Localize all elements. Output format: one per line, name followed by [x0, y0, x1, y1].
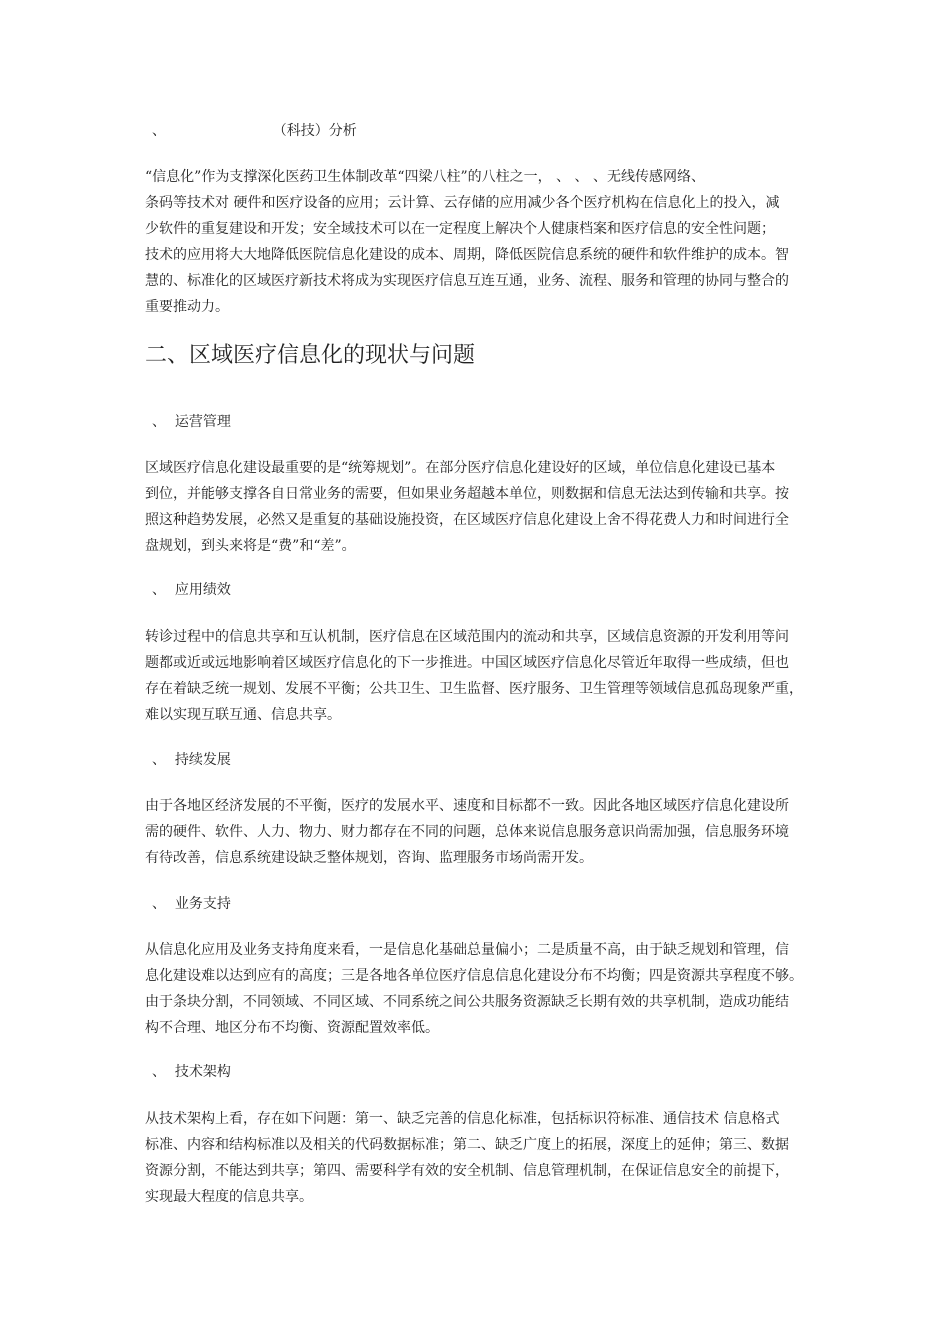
paragraph-line: 从信息化应用及业务支持角度来看，一是信息化基础总量偏小；二是质量不高，由于缺乏规划和管理，信: [145, 942, 789, 958]
paragraph-sustainability: [145, 793, 811, 871]
section-heading-status-problems: 二、区域医疗信息化的现状与问题: [145, 343, 476, 368]
paragraph-line: 由于条块分割，不同领域、不同区域、不同系统之间公共服务资源缺乏长期有效的共享机制，造成功能结: [145, 994, 789, 1010]
section-subheading-sustainability: 、 持续发展: [152, 752, 231, 768]
section-subheading-business-support: 、 业务支持: [152, 896, 231, 912]
paragraph-line: 从技术架构上看，存在如下问题：第一、缺乏完善的信息化标准，包括标识符标准、通信技术 信息格式: [145, 1111, 780, 1127]
paragraph-line: 盘规划，到头来将是“费”和“差”。: [145, 538, 356, 554]
paragraph-line: 资源分割，不能达到共享；第四、需要科学有效的安全机制、信息管理机制，在保证信息安全的前提下，: [145, 1163, 789, 1179]
paragraph-line: 构不合理、地区分布不均衡、资源配置效率低。: [145, 1020, 439, 1036]
paragraph-technology: [145, 164, 811, 320]
paragraph-line: 难以实现互联互通、信息共享。: [145, 707, 341, 723]
paragraph-line: 实现最大程度的信息共享。: [145, 1189, 313, 1205]
paragraph-line: 条码等技术对 硬件和医疗设备的应用；云计算、云存储的应用减少各个医疗机构在信息化上的投入，减: [145, 195, 780, 211]
paragraph-line: 由于各地区经济发展的不平衡，医疗的发展水平、速度和目标都不一致。因此各地区域医疗信息化建设所: [145, 798, 789, 814]
section-subheading-architecture: 、 技术架构: [152, 1064, 231, 1080]
paragraph-line: 题都或近或远地影响着区域医疗信息化的下一步推进。中国区域医疗信息化尽管近年取得一些成绩，但也: [145, 655, 789, 671]
paragraph-operations: [145, 455, 811, 559]
paragraph-line: “信息化”作为支撑深化医药卫生体制改革“四梁八柱”的八柱之一， 、 、 、无线传感网络、: [145, 169, 705, 185]
paragraph-business-support: [145, 937, 811, 1041]
paragraph-line: 到位，并能够支撑各自日常业务的需要，但如果业务超越本单位，则数据和信息无法达到传输和共享。按: [145, 486, 789, 502]
paragraph-line: 需的硬件、软件、人力、物力、财力都存在不同的问题，总体来说信息服务意识尚需加强，信息服务环境: [145, 824, 789, 840]
paragraph-line: 慧的、标准化的区域医疗新技术将成为实现医疗信息互连互通，业务、流程、服务和管理的协同与整合的: [145, 273, 789, 289]
paragraph-performance: [145, 624, 811, 728]
paragraph-line: 重要推动力。: [145, 299, 229, 315]
section-subheading-operations: 、 运营管理: [152, 414, 231, 430]
paragraph-line: 转诊过程中的信息共享和互认机制，医疗信息在区域范围内的流动和共享，区域信息资源的开发利用等问: [145, 629, 789, 645]
paragraph-line: 有待改善，信息系统建设缺乏整体规划，咨询、监理服务市场尚需开发。: [145, 850, 593, 866]
paragraph-line: 少软件的重复建设和开发；安全域技术可以在一定程度上解决个人健康档案和医疗信息的安全性问题；: [145, 221, 775, 237]
paragraph-line: 技术的应用将大大地降低医院信息化建设的成本、周期，降低医院信息系统的硬件和软件维护的成本。智: [145, 247, 789, 263]
paragraph-line: 标准、内容和结构标准以及相关的代码数据标准；第二、缺乏广度上的拓展，深度上的延伸；第三、数据: [145, 1137, 789, 1153]
section-subheading-performance: 、 应用绩效: [152, 582, 231, 598]
paragraph-line: 存在着缺乏统一规划、发展不平衡；公共卫生、卫生监督、医疗服务、卫生管理等领域信息孤岛现象严重，: [145, 681, 803, 697]
section-subheading-technology: 、 （科技）分析: [152, 123, 357, 139]
paragraph-line: 息化建设难以达到应有的高度；三是各地各单位医疗信息信息化建设分布不均衡；四是资源共享程度不够。: [145, 968, 803, 984]
paragraph-line: 区域医疗信息化建设最重要的是“统筹规划”。在部分医疗信息化建设好的区域，单位信息化建设已基本: [145, 460, 776, 476]
paragraph-line: 照这种趋势发展，必然又是重复的基础设施投资，在区域医疗信息化建设上舍不得花费人力和时间进行全: [145, 512, 789, 528]
paragraph-architecture: [145, 1106, 811, 1210]
